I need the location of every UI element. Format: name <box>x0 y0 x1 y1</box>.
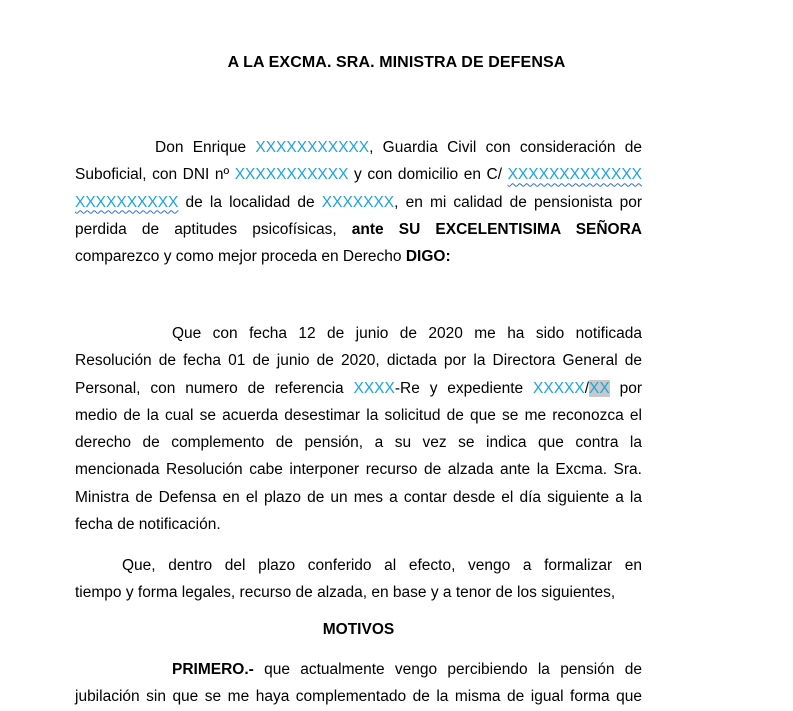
paragraph-line: Que, dentro del plazo conferido al efecto, vengo a formalizar en <box>122 557 642 574</box>
paragraph-line: jubilación sin que se me haya complementado de la misma de igual forma que <box>75 688 642 706</box>
placeholder-street: XXXXXXXXXXXXX <box>507 166 642 184</box>
paragraph-line: comparezco y como mejor proceda en Derecho DIGO: <box>75 248 451 266</box>
paragraph-formalize <box>75 552 642 607</box>
paragraph-line: XXXXXXXXXX de la localidad de XXXXXXX, en mi calidad de pensionista por <box>75 193 642 211</box>
paragraph-line: fecha de notificación. <box>75 516 221 534</box>
paragraph-line: Suboficial, con DNI nº XXXXXXXXXXX y con domicilio en C/ XXXXXXXXXXXXX <box>75 166 642 184</box>
paragraph-line: perdida de aptitudes psicofísicas, ante SU EXCELENTISIMA SEÑORA <box>75 220 643 238</box>
placeholder-locality: XXXXXXX <box>321 193 395 211</box>
placeholder-reference: XXXX <box>353 379 395 397</box>
placeholder-expediente: XXXXX <box>533 379 585 397</box>
paragraph-facts <box>75 320 642 538</box>
placeholder-name: XXXXXXXXXXX <box>255 139 370 156</box>
paragraph-line: Que con fecha 12 de junio de 2020 me ha sido notificada <box>172 325 642 342</box>
placeholder-expediente-year[interactable]: XX <box>589 379 610 397</box>
section-heading-motivos: MOTIVOS <box>322 621 395 638</box>
paragraph-intro <box>75 134 642 270</box>
placeholder-dni: XXXXXXXXXXX <box>234 166 349 184</box>
paragraph-line: tiempo y forma legales, recurso de alzada, en base y a tenor de los siguientes, <box>75 584 616 602</box>
placeholder-street-cont: XXXXXXXXXX <box>75 193 179 211</box>
paragraph-line: Resolución de fecha 01 de junio de 2020, dictada por la Directora General de <box>75 352 642 370</box>
paragraph-line: Personal, con numero de referencia XXXX-Re y expediente XXXXX/XX por <box>75 379 642 397</box>
document-title: A LA EXCMA. SRA. MINISTRA DE DEFENSA <box>227 54 566 71</box>
paragraph-line: mencionada Resolución cabe interponer recurso de alzada ante la Excma. Sra. <box>75 461 642 479</box>
paragraph-primero <box>75 656 642 711</box>
paragraph-line: PRIMERO.- que actualmente vengo percibiendo la pensión de <box>172 661 642 678</box>
paragraph-line: Don Enrique XXXXXXXXXXX, Guardia Civil con consideración de <box>155 139 642 156</box>
paragraph-line: derecho de complemento de pensión, a su vez se indica que contra la <box>75 434 642 452</box>
paragraph-line: Ministra de Defensa en el plazo de un mes a contar desde el día siguiente a la <box>75 488 642 506</box>
paragraph-line: medio de la cual se acuerda desestimar la solicitud de que se me reconozca el <box>75 406 642 424</box>
